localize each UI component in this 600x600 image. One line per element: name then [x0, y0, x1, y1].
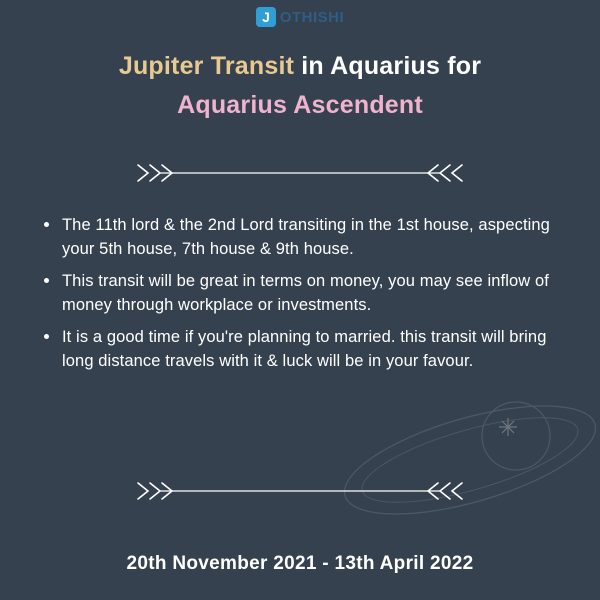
bullet-list — [40, 213, 565, 373]
page-title-line1 — [0, 50, 600, 83]
brand-logo-bar — [0, 0, 600, 34]
date-range: 20th November 2021 - 13th April 2022 — [126, 553, 474, 574]
list-item-text: It is a good time if you're planning to married. this transit will bring long distance travels with it & luck will be in your favour. — [62, 327, 547, 371]
list-item-text: The 11th lord & the 2nd Lord transiting in the 1st house, aspecting your 5th house, 7th house & 9th house. — [62, 216, 550, 259]
brand-logo — [256, 7, 344, 27]
list-item — [40, 269, 565, 318]
list-item — [40, 213, 565, 262]
bullet-list-container — [40, 213, 565, 380]
jothishi-logo-icon — [256, 7, 276, 27]
page-title-rest: in Aquarius for — [301, 52, 482, 80]
list-item — [40, 325, 565, 374]
page-title — [0, 50, 600, 122]
bullet-dot-icon — [44, 334, 49, 339]
svg-text:J: J — [261, 9, 270, 25]
brand-logo-text: OTHISHI — [279, 8, 345, 26]
bullet-dot-icon — [44, 222, 49, 227]
arrow-divider-top — [0, 160, 600, 186]
page-subtitle: Aquarius Ascendent — [177, 91, 423, 119]
page-title-highlight: Jupiter Transit — [118, 52, 302, 80]
bullet-dot-icon — [44, 278, 49, 283]
list-item-text: This transit will be great in terms on money, you may see inflow of money through workplace or investments. — [62, 271, 549, 315]
arrow-divider-bottom — [0, 478, 600, 504]
